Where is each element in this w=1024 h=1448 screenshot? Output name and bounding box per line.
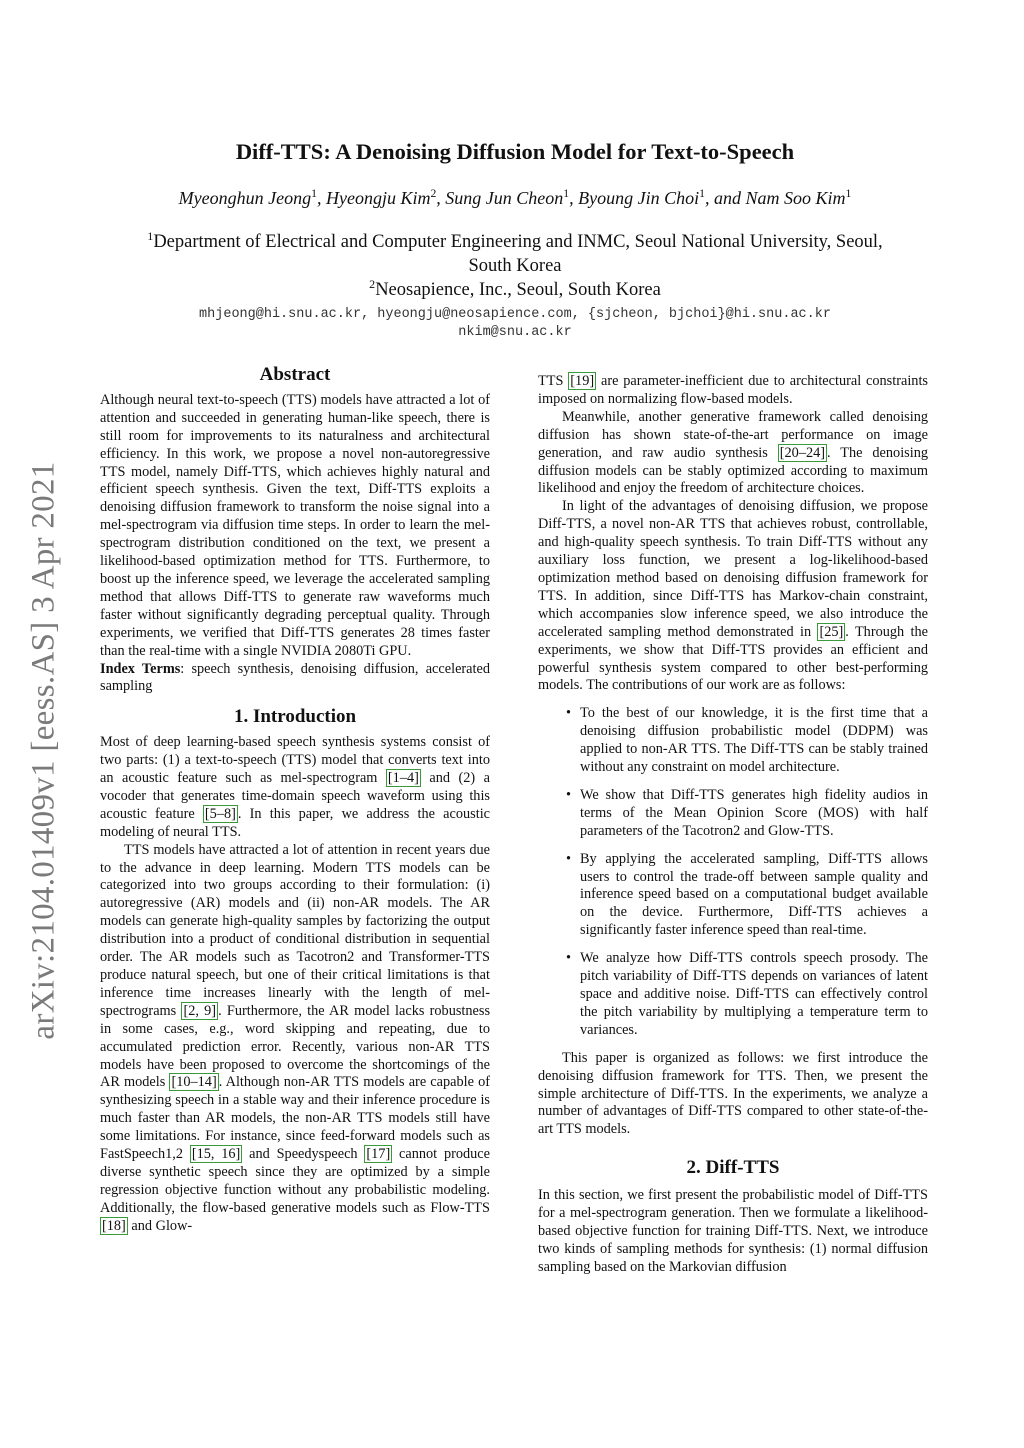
left-column: [100, 366, 490, 1236]
index-terms: [100, 661, 490, 697]
citation-link[interactable]: [19]: [570, 373, 595, 389]
bullet-dot: •: [566, 950, 572, 967]
right-paragraph-0: TTS [19] are parameter-inefficient due to architectural constraints imposed on normalizing flow-based models.: [538, 373, 928, 407]
paper-title: Diff-TTS: A Denoising Diffusion Model for Text-to-Speech: [235, 139, 795, 164]
abstract-heading: Abstract: [259, 364, 331, 385]
right-column: [538, 373, 928, 1277]
right-paragraph-3: This paper is organized as follows: we first introduce the denoising diffusion framework for TTS. Then, we present the simple architecture of Diff-TTS. In the experiments, we analyze a number of advantages of Diff-TTS compared to other state-of-the-art TTS models.: [538, 1049, 928, 1138]
intro-paragraph-1: Most of deep learning-based speech synthesis systems consist of two parts: (1) a text-to-speech (TTS) model that converts text into an acoustic feature such as mel-spectrogram [1–4] and (2) a vocoder that generates time-domain speech waveform using this acoustic feature [5–8] . In this paper, we address the acoustic modeling of neural TTS.: [100, 734, 491, 840]
arxiv-identifier: arXiv:2104.01409v1 [eess.AS] 3 Apr 2021: [25, 460, 62, 1040]
abstract-body: Although neural text-to-speech (TTS) models have attracted a lot of attention and succeeded in generating human-like speech, there is still room for improvements to its naturalness and architectural efficiency. In this work, we propose a novel non-autoregressive TTS model, namely Diff-TTS, which achieves highly natural and efficient speech synthesis. Given the text, Diff-TTS exploits a denoising diffusion framework to transform the noise signal into a mel-spectrogram via diffusion time steps. In order to learn the mel-spectrogram distribution conditioned on the text, we present a likelihood-based optimization method for TTS. Furthermore, to boost up the inference speed, we leverage the accelerated sampling method that allows Diff-TTS to generate raw waveforms much faster without significantly degrading perceptual quality. Through experiments, we verified that Diff-TTS generates 28 times faster than the real-time with a single NVIDIA 2080Ti GPU.: [100, 391, 490, 659]
citation-link[interactable]: [17]: [366, 1146, 391, 1163]
citation-link[interactable]: [25]: [819, 623, 844, 640]
email-line-1: mhjeong@hi.snu.ac.kr, hyeongju@neosapience.com, {sjcheon, bjchoi}@hi.snu.ac.kr: [199, 307, 831, 322]
right-paragraph-1: Meanwhile, another generative framework called denoising diffusion has shown state-of-the-art performance on image generation, and raw audio synthesis [20–24] . The denoising diffusion models can be stably optimized according to maximum likelihood and enjoy the freedom of architecture choices.: [538, 408, 929, 497]
intro-paragraph-2: TTS models have attracted a lot of attention in recent years due to the advance in deep learning. Modern TTS models can be categorized into two groups according to their formulation: (i) autoregressive (AR) models and (ii) non-AR models. The AR models can generate high-quality samples by factorizing the output distribution into a product of conditional distribution in sequential order. The AR models such as Tacotron2 and Transformer-TTS produce natural speech, but one of their critical limitations is that inference time increases linearly with the length of mel-spectrograms [2, 9] . Furthermore, the AR model lacks robustness in some cases, e.g., word skipping and repeating, due to accumulated prediction error. Recently, various non-AR TTS models have been proposed to overcome the shortcomings of the AR models [10–14] . Although non-AR TTS models are capable of synthesizing speech in a stable way and their inference procedure is much faster than AR models, the non-AR TTS models still have some limitations. For instance, since feed-forward models such as FastSpeech1,2 [15, 16] and Speedyspeech [17] cannot produce diverse synthetic speech since they are optimized by a simple regression objective function without any probabilistic modeling. Additionally, the flow-based generative models such as Flow-TTS [18] and Glow-: [100, 841, 491, 1234]
index-terms-text: : speech synthesis, denoising diffusion, accelerated sampling: [100, 660, 490, 695]
introduction-heading: 1. Introduction: [233, 706, 357, 728]
bullet-dot: •: [566, 705, 572, 722]
contributions-list: [538, 705, 928, 1039]
citation-link[interactable]: [10–14]: [171, 1074, 217, 1091]
right-paragraph-2: In light of the advantages of denoising diffusion, we propose Diff-TTS, a novel non-AR TTS that achieves robust, controllable, and high-quality speech synthesis. To train Diff-TTS without any auxiliary loss function, we present a log-likelihood-based optimization method based on denoising diffusion framework for TTS. In addition, since Diff-TTS has Markov-chain constraint, which accompanies slow inference speed, we also introduce the accelerated sampling method demonstrated in [25] . Through the experiments, we show that Diff-TTS provides an efficient and powerful synthesis system compared to other best-performing models. The contributions of our work are as follows:: [538, 498, 928, 694]
email-line-2: nkim@snu.ac.kr: [458, 325, 572, 340]
index-terms-label: Index Terms: [100, 660, 181, 677]
citation-link[interactable]: [20–24]: [779, 444, 826, 461]
citation-link[interactable]: [1–4]: [387, 770, 419, 787]
contribution-item: • To the best of our knowledge, it is the first time that a denoising diffusion probabilistic model (DDPM) was applied to non-AR TTS. The Diff-TTS can be stably trained without any constraint on model architecture.: [566, 705, 928, 776]
bullet-dot: •: [566, 850, 572, 867]
section-2-heading: 2. Diff-TTS: [686, 1157, 780, 1179]
affiliations: $^1$Department of Electrical and Computer Engineering and INMC, Seoul National University, Seoul, South Korea $^2$Neosapience, Inc., Seoul, South Korea: [147, 228, 883, 300]
section-2-paragraph: In this section, we first present the probabilistic model of Diff-TTS for a mel-spectrogram generation. Then we formulate a likelihood-based objective function for training Diff-TTS. Next, we introduce two kinds of sampling methods for synthesis: (1) normal diffusion sampling based on the Markovian diffusion: [538, 1187, 928, 1275]
author-list: Myeonghun Jeong$^1$, Hyeongju Kim$^2$, Sung Jun Cheon$^1$, Byoung Jin Choi$^1$, and Nam Soo Kim$^1$: [178, 187, 852, 208]
citation-link[interactable]: [5–8]: [204, 805, 236, 822]
contribution-item: • We show that Diff-TTS generates high fidelity audios in terms of the Mean Opinion Score (MOS) with half parameters of the Tacotron2 and Glow-TTS.: [566, 786, 928, 839]
author-emails: [100, 306, 930, 342]
citation-link[interactable]: [18]: [102, 1217, 126, 1234]
citation-link[interactable]: [15, 16]: [191, 1146, 241, 1163]
citation-link[interactable]: [2, 9]: [183, 1002, 217, 1019]
bullet-dot: •: [566, 786, 572, 803]
arxiv-sidebar: [14, 450, 74, 1050]
contribution-item: • We analyze how Diff-TTS controls speech prosody. The pitch variability of Diff-TTS depends on variances of latent space and additive noise. Diff-TTS can effectively control the pitch variability by multiplying a temperature term to variances.: [566, 950, 928, 1038]
contribution-item: • By applying the accelerated sampling, Diff-TTS allows users to control the trade-off between sample quality and inference speed based on a computational budget available on the device. Furthermore, Diff-TTS achieves a significantly faster inference speed than real-time.: [566, 850, 928, 939]
